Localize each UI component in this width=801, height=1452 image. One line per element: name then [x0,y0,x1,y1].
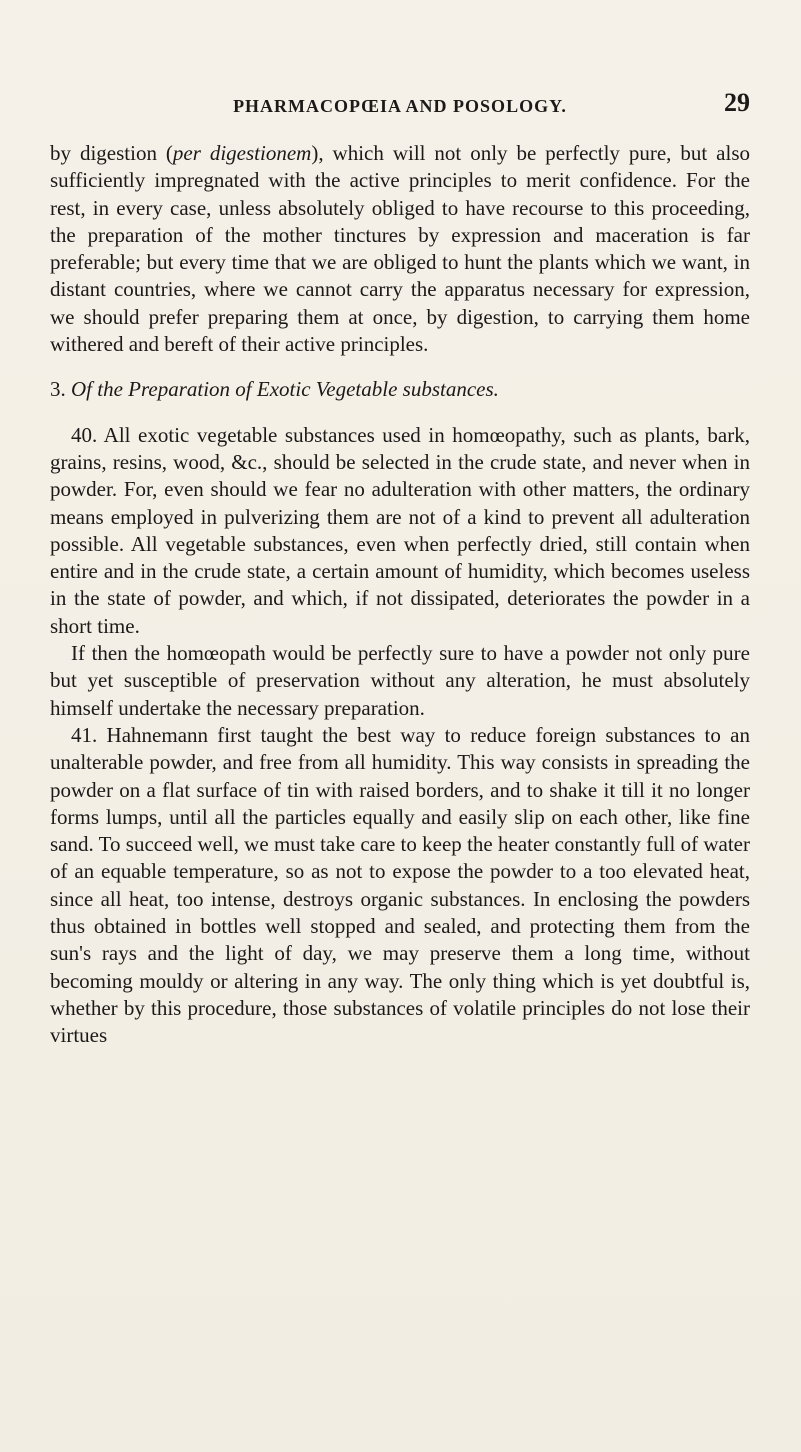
paragraph-continuation [50,140,750,358]
paragraph-41: 41. Hahnemann first taught the best way to reduce foreign substances to an unalterable powder, and free from all humidity. This way consists in spreading the powder on a flat surface of tin with raised borders, and to shake it till it no longer forms lumps, until all the particles equally and easily slip on each other, like fine sand. To succeed well, we must take care to keep the heater constantly full of water of an equable temperature, so as not to expose the powder to a too elevated heat, since all heat, too intense, destroys organic substances. In enclosing the powders thus obtained in bottles well stopped and sealed, and protecting them from the sun's rays and the light of day, we may preserve them a long time, without becoming mouldy or altering in any way. The only thing which is yet doubtful is, whether by this procedure, those substances of volatile principles do not lose their virtues [50,722,750,1048]
latin-phrase: per digestionem [172,141,312,165]
running-title: PHARMACOPŒIA AND POSOLOGY. [233,96,567,116]
paragraph-text: by digestion ( [50,141,173,165]
paragraph-40-continued: If then the homœopath would be perfectly sure to have a powder not only pure but yet susceptible of preservation without any alteration, he must absolutely himself undertake the necessary preparation. [50,641,750,720]
body-text [50,140,750,1050]
paragraph-40: 40. All exotic vegetable substances used in homœopathy, such as plants, bark, grains, resins, wood, &c., should be selected in the crude state, and never when in powder. For, even should we fear no adulteration with other matters, the ordinary means employed in pulverizing them are not of a kind to prevent all adulteration possible. All vegetable substances, even when perfectly dried, still contain when entire and in the crude state, a certain amount of humidity, which becomes useless in the state of powder, and which, if not dissipated, deteriorates the powder in a short time. [50,422,750,638]
section-title: Of the Preparation of Exotic Vegetable substances. [71,377,499,402]
section-number: 3. [50,377,71,402]
page-number: 29 [724,88,750,117]
section-heading [50,376,750,403]
paragraph-text: ), which will not only be perfectly pure, but also sufficiently impregnated with the active principles to merit confidence. For the rest, in every case, unless absolutely obliged to have recourse to this proceeding, the preparation of the mother tinctures by expression and maceration is far preferable; but every time that we are obliged to hunt the plants which we want, in distant countries, where we cannot carry the apparatus necessary for expression, we should prefer preparing them at once, by digestion, to carrying them home withered and bereft of their active principles. [50,141,750,357]
page-header [70,88,750,122]
